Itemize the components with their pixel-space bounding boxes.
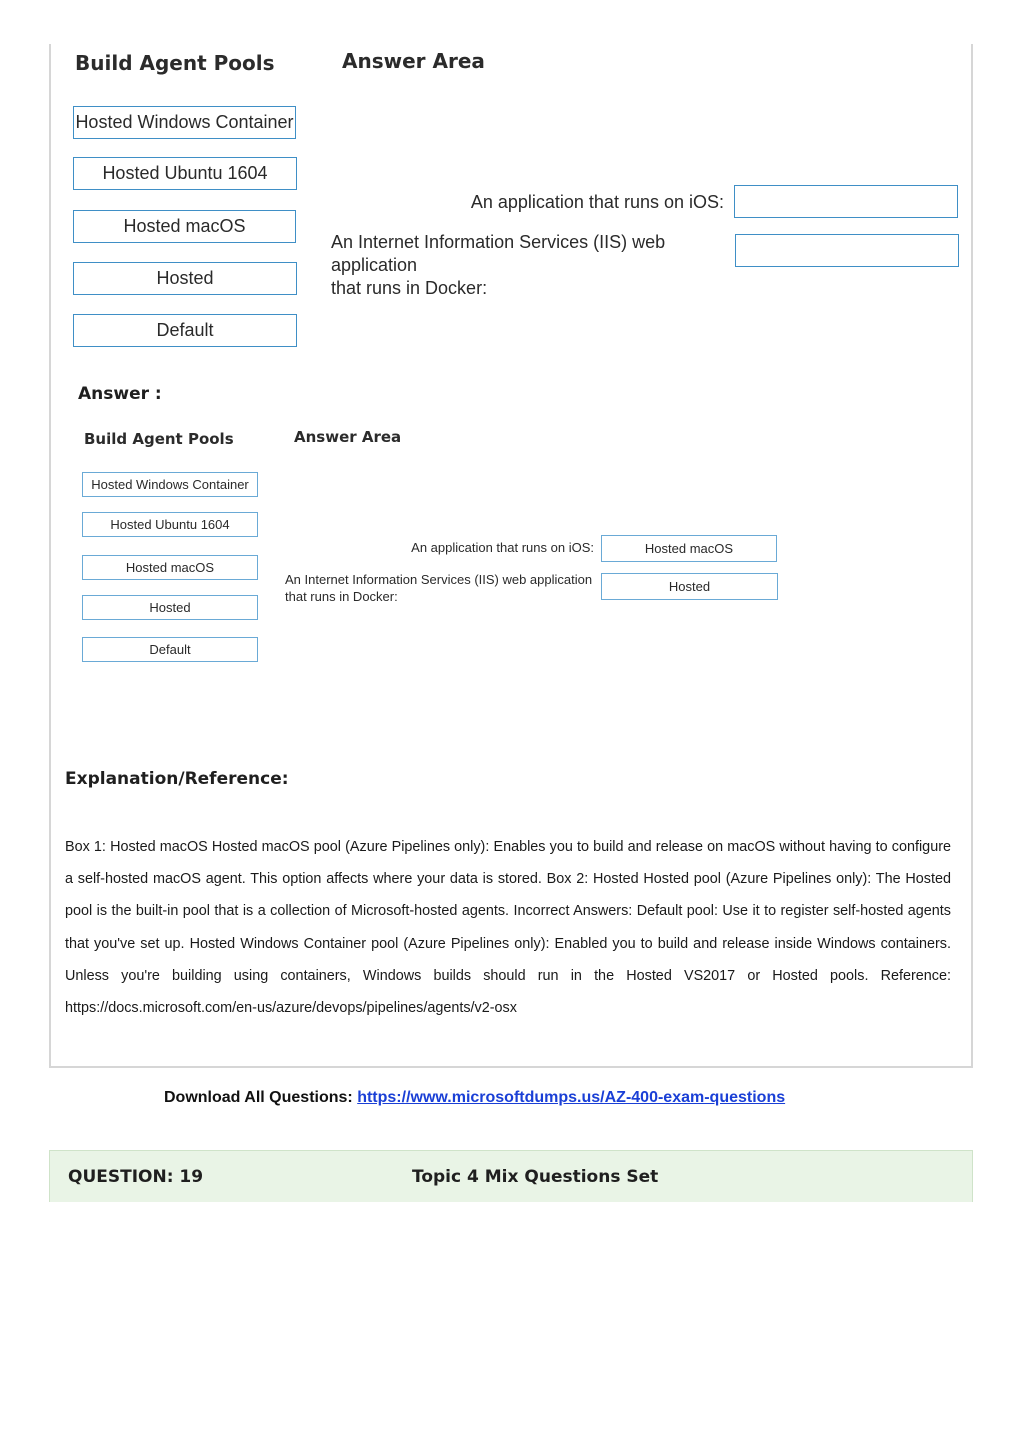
- question-header-bar: [49, 1150, 973, 1202]
- question-topic: Topic 4 Mix Questions Set: [412, 1167, 659, 1187]
- answer-question-iis-docker-label: [285, 571, 603, 605]
- explanation-body: Box 1: Hosted macOS Hosted macOS pool (Azure Pipelines only): Enables you to build and release on macOS without having to configure a self-hosted macOS agent. This option affects where your data is stored. Box 2: Hosted Hosted pool (Azure Pipelines only): The Hosted pool is the built-in pool that is a collection of Microsoft-hosted agents. Incorrect Answers: Default pool: Use it to register self-hosted agents that you've set up. Hosted Windows Container pool (Azure Pipelines only): Enabled you to build and release inside Windows containers. Unless you're building using containers, Windows builds should run in the Hosted VS2017 or Hosted pools. Reference: https://docs.microsoft.com/en-us/azure/devops/pipelines/agents/v2-osx: [65, 839, 951, 1017]
- download-label: Download All Questions:: [164, 1089, 353, 1106]
- answer-slot-iis-docker[interactable]: [735, 234, 959, 267]
- answer-slot-ios-filled: Hosted macOS: [601, 535, 777, 562]
- question-iis-docker-label: [331, 231, 731, 300]
- build-agent-pools-heading: Build Agent Pools: [75, 51, 275, 75]
- pool-option-hosted-ubuntu-1604[interactable]: Hosted Ubuntu 1604: [73, 157, 297, 190]
- answer-area-heading: Answer Area: [342, 49, 485, 73]
- pool-option-hosted-macos[interactable]: Hosted macOS: [73, 210, 296, 243]
- pool-option-hosted[interactable]: Hosted: [73, 262, 297, 295]
- answer-label: Answer :: [78, 384, 162, 404]
- explanation-heading: Explanation/Reference:: [65, 769, 289, 789]
- question-ios-label: An application that runs on iOS:: [470, 192, 724, 212]
- answer-slot-iis-docker-filled: Hosted: [601, 573, 778, 600]
- question-number: QUESTION: 19: [68, 1167, 204, 1187]
- answer-pool-hosted: Hosted: [82, 595, 258, 620]
- download-link[interactable]: https://www.microsoftdumps.us/AZ-400-exam-questions: [357, 1089, 786, 1106]
- answer-pool-hosted-windows-container: Hosted Windows Container: [82, 472, 258, 497]
- question-iis-docker-line2: that runs in Docker:: [331, 278, 488, 298]
- answer-question-ios-label: An application that runs on iOS:: [411, 540, 594, 555]
- question-iis-docker-line1: An Internet Information Services (IIS) web application: [331, 232, 666, 275]
- answer-pool-default: Default: [82, 637, 258, 662]
- pool-option-hosted-windows-container[interactable]: Hosted Windows Container: [73, 106, 296, 139]
- answer-pool-hosted-ubuntu-1604: Hosted Ubuntu 1604: [82, 512, 258, 537]
- answer-slot-ios[interactable]: [734, 185, 958, 218]
- answer-pool-hosted-macos: Hosted macOS: [82, 555, 258, 580]
- download-line: [164, 1089, 785, 1107]
- answer-question-iis-docker-line1: An Internet Information Services (IIS) web application: [285, 572, 593, 587]
- answer-build-agent-pools-heading: Build Agent Pools: [84, 430, 234, 448]
- pool-option-default[interactable]: Default: [73, 314, 297, 347]
- answer-question-iis-docker-line2: that runs in Docker:: [285, 589, 398, 604]
- answer-answer-area-heading: Answer Area: [294, 428, 402, 446]
